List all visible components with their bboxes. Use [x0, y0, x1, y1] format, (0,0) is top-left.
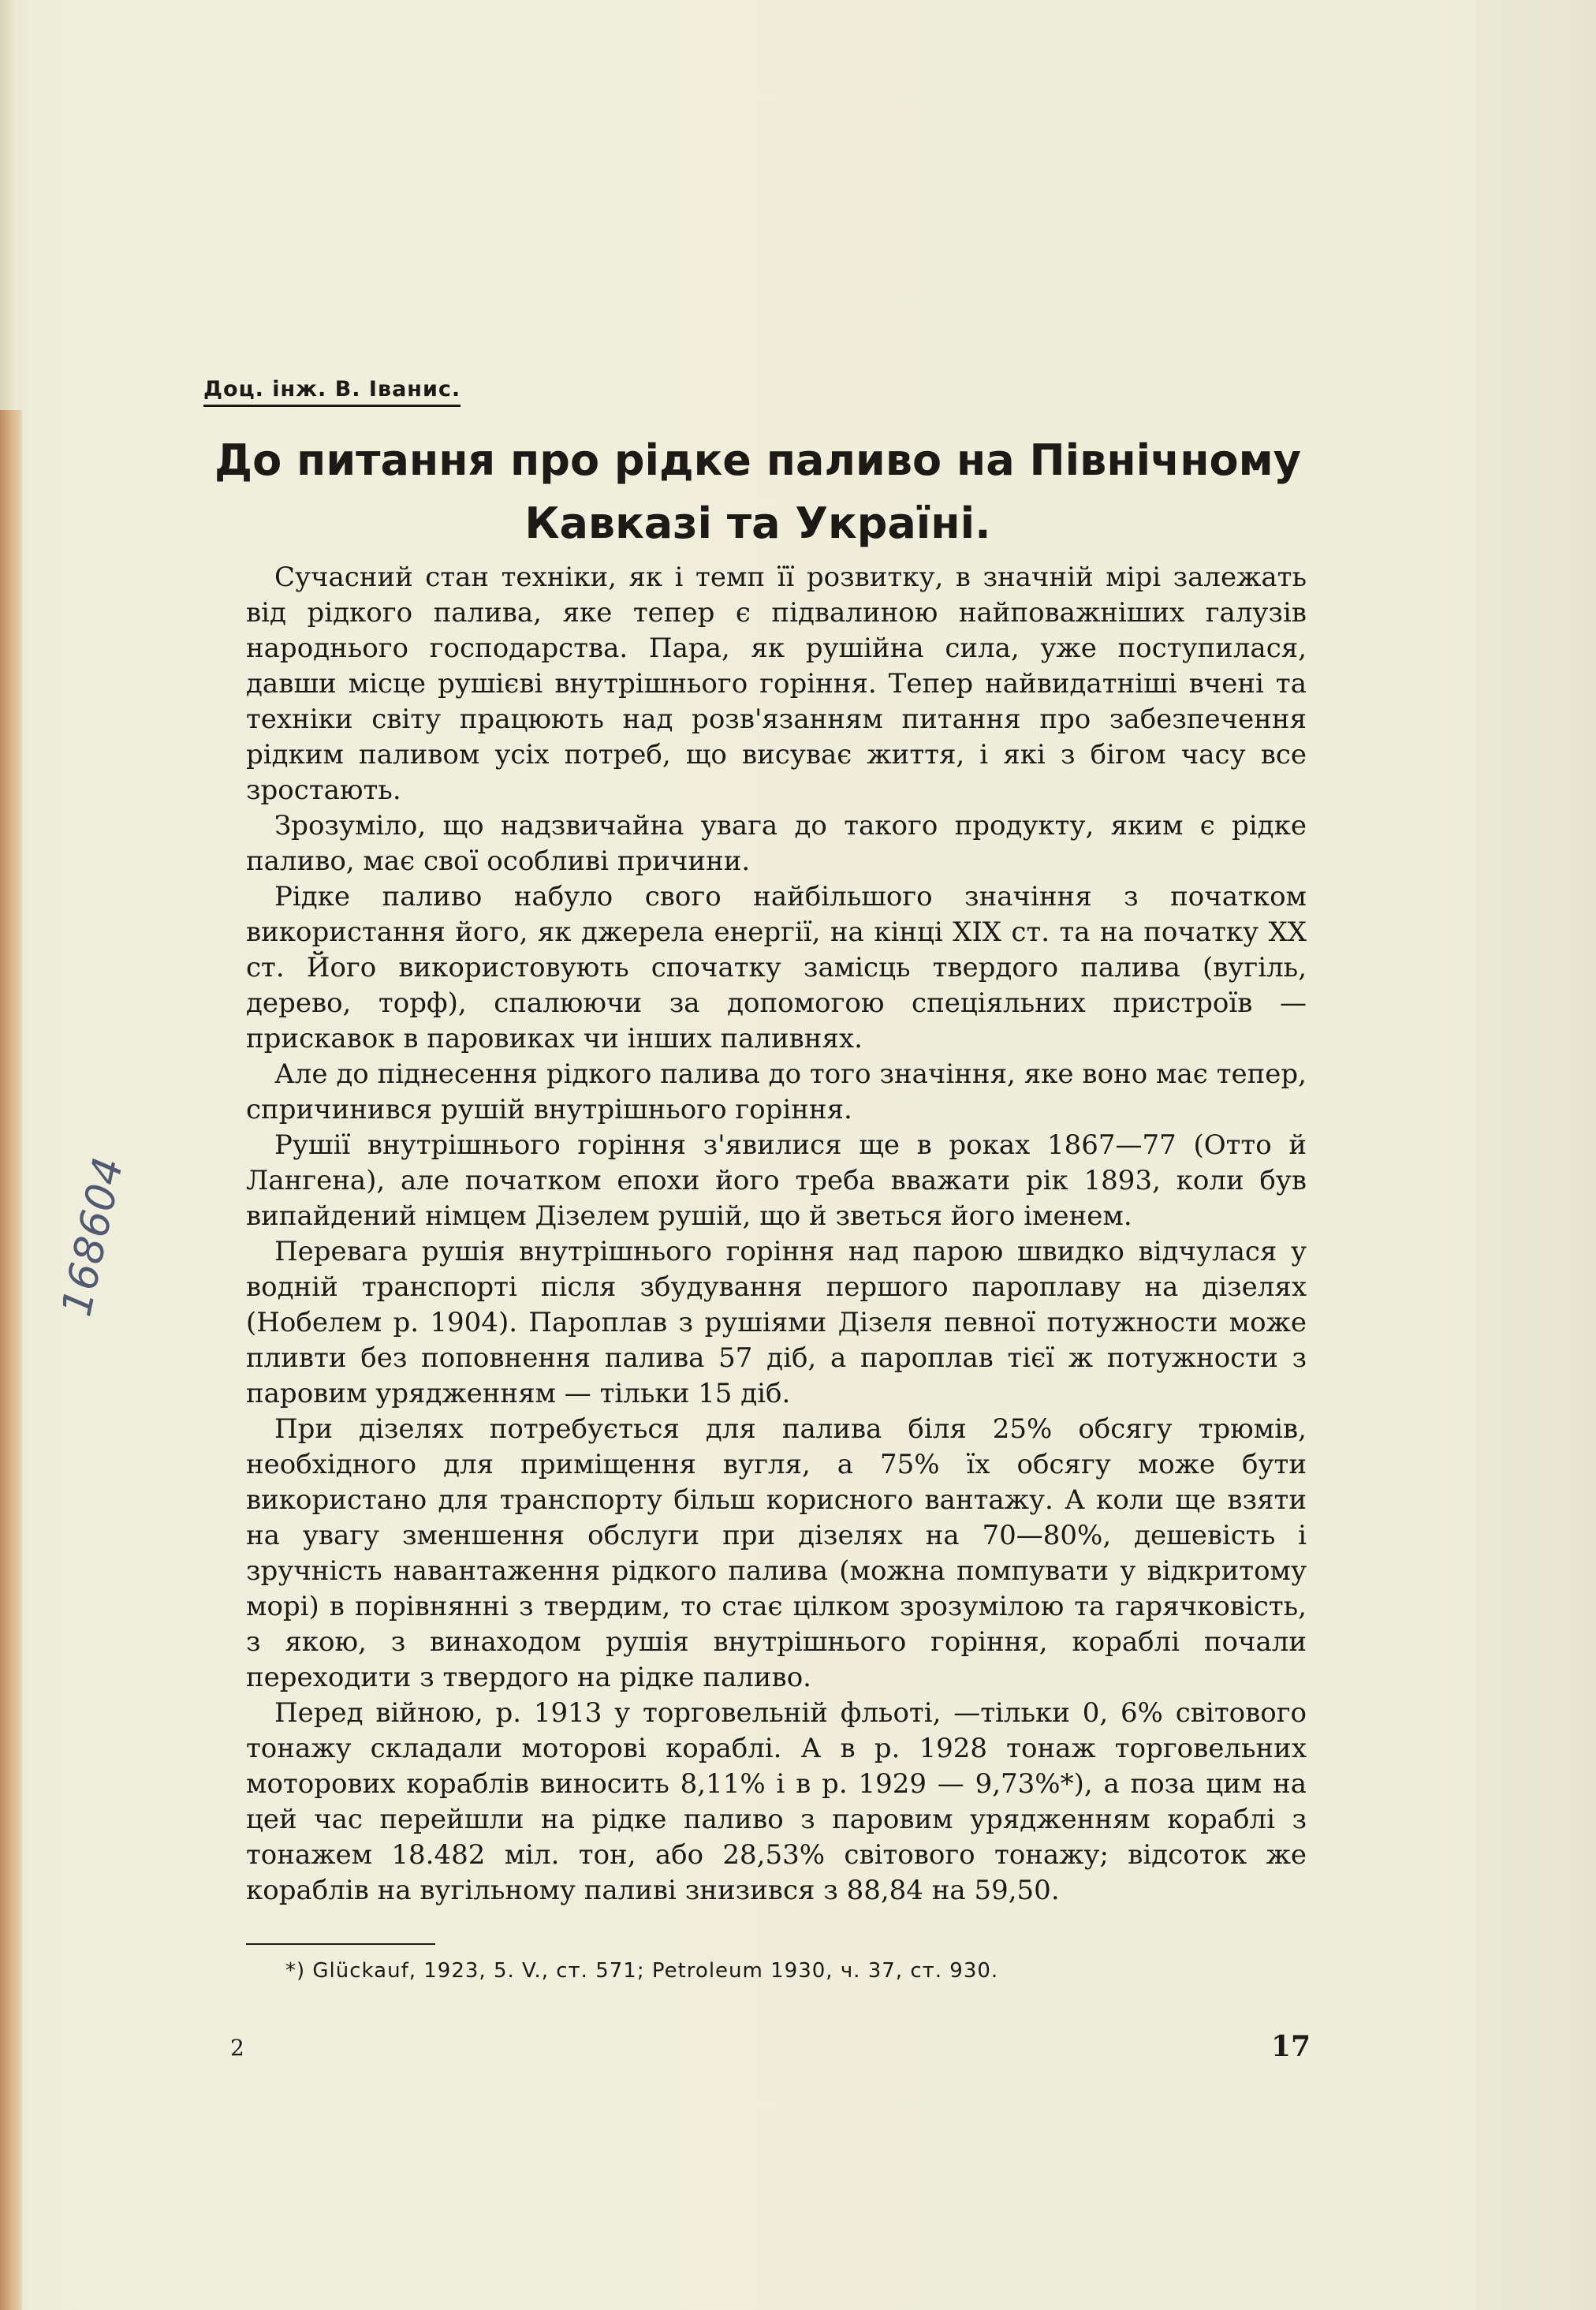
library-inventory-stamp: 168604 — [53, 1152, 133, 1321]
paragraph: Рушії внутрішнього горіння з'явилися ще в роках 1867—77 (Отто й Лангена), але початком епохи його треба вважати рік 1893, коли був випайдений німцем Дізелем рушій, що й зветься його іменем. — [246, 1129, 1307, 1232]
author-line: Доц. інж. В. Іванис. — [203, 377, 461, 407]
paragraph: Рідке паливо набуло свого найбільшого значіння з початком використання його, як джерела енергії, на кінці XIX ст. та на початку XX ст. Його використовують спочатку замісць твердого палива (вугіль, дерево, торф), спалюючи за допомогою спеціяльних пристроїв — прискавок в паровиках чи інших паливнях. — [246, 881, 1307, 1054]
footnote: *) Glückauf, 1923, 5. V., ст. 571; Petroleum 1930, ч. 37, ст. 930. — [285, 1959, 999, 1983]
footnote-divider — [246, 1943, 435, 1945]
article-title: До питання про рідке паливо на Північному Кавказі та Україні. — [214, 435, 1301, 548]
paragraph: Зрозуміло, що надзвичайна увага до такого продукту, яким є рідке паливо, має свої особливі причини. — [246, 810, 1307, 877]
book-gutter-top — [0, 0, 17, 410]
article-body — [246, 560, 1307, 1909]
paragraph: Перевага рушія внутрішнього горіння над парою швидко відчулася у водній транспорті після збудування першого пароплаву на дізелях (Нобелем р. 1904). Пароплав з рушіями Дізеля певної потужности може пливти без поповнення палива 57 діб, а пароплав тієї ж потужности з паровим урядженням — тільки 15 діб. — [246, 1236, 1307, 1409]
paragraph: Перед війною, р. 1913 у торговельній фльоті, —тільки 0, 6% світового тонажу складали моторові кораблі. А в р. 1928 тонаж торговельних моторових кораблів виносить 8,11% і в р. 1929 — 9,73%*), а поза цим на цей час перейшли на рідке паливо з паровим урядженням кораблі з тонажем 18.482 міл. тон, або 28,53% світового тонажу; відсоток же кораблів на вугільному паливі знизився з 88,84 на 59,50. — [246, 1697, 1307, 1906]
page-number: 17 — [1271, 2030, 1311, 2063]
paragraph: Сучасний стан техніки, як і темп її розвитку, в значній мірі залежать від рідкого палива, яке тепер є підвалиною найповажніших галузів народнього господарства. Пара, як рушійна сила, уже поступилася, давши місце рушієві внутрішнього горіння. Тепер найвидатніші вчені та техніки світу працюють над розв'язанням питання про забезпечення рідким паливом усіх потреб, що висуває життя, і які з бігом часу все зростають. — [246, 562, 1307, 806]
paragraph: При дізелях потребується для палива біля 25% обсягу трюмів, необхідного для приміщення вугля, а 75% їх обсягу може бути використано для транспорту більш корисного вантажу. А коли ще взяти на увагу зменшення обслуги при дізелях на 70—80%, дешевість і зручність навантаження рідкого палива (можна помпувати у відкритому морі) в порівнянні з твердим, то стає цілком зрозумілою та гарячковість, з якою, з винаходом рушія внутрішнього горіння, кораблі почали переходити з твердого на рідке паливо. — [246, 1413, 1307, 1693]
paragraph: Але до піднесення рідкого палива до того значіння, яке воно має тепер, спричинився рушій внутрішнього горіння. — [246, 1058, 1307, 1125]
book-spine-edge — [0, 410, 22, 2310]
printer-signature-mark: 2 — [230, 2035, 244, 2061]
